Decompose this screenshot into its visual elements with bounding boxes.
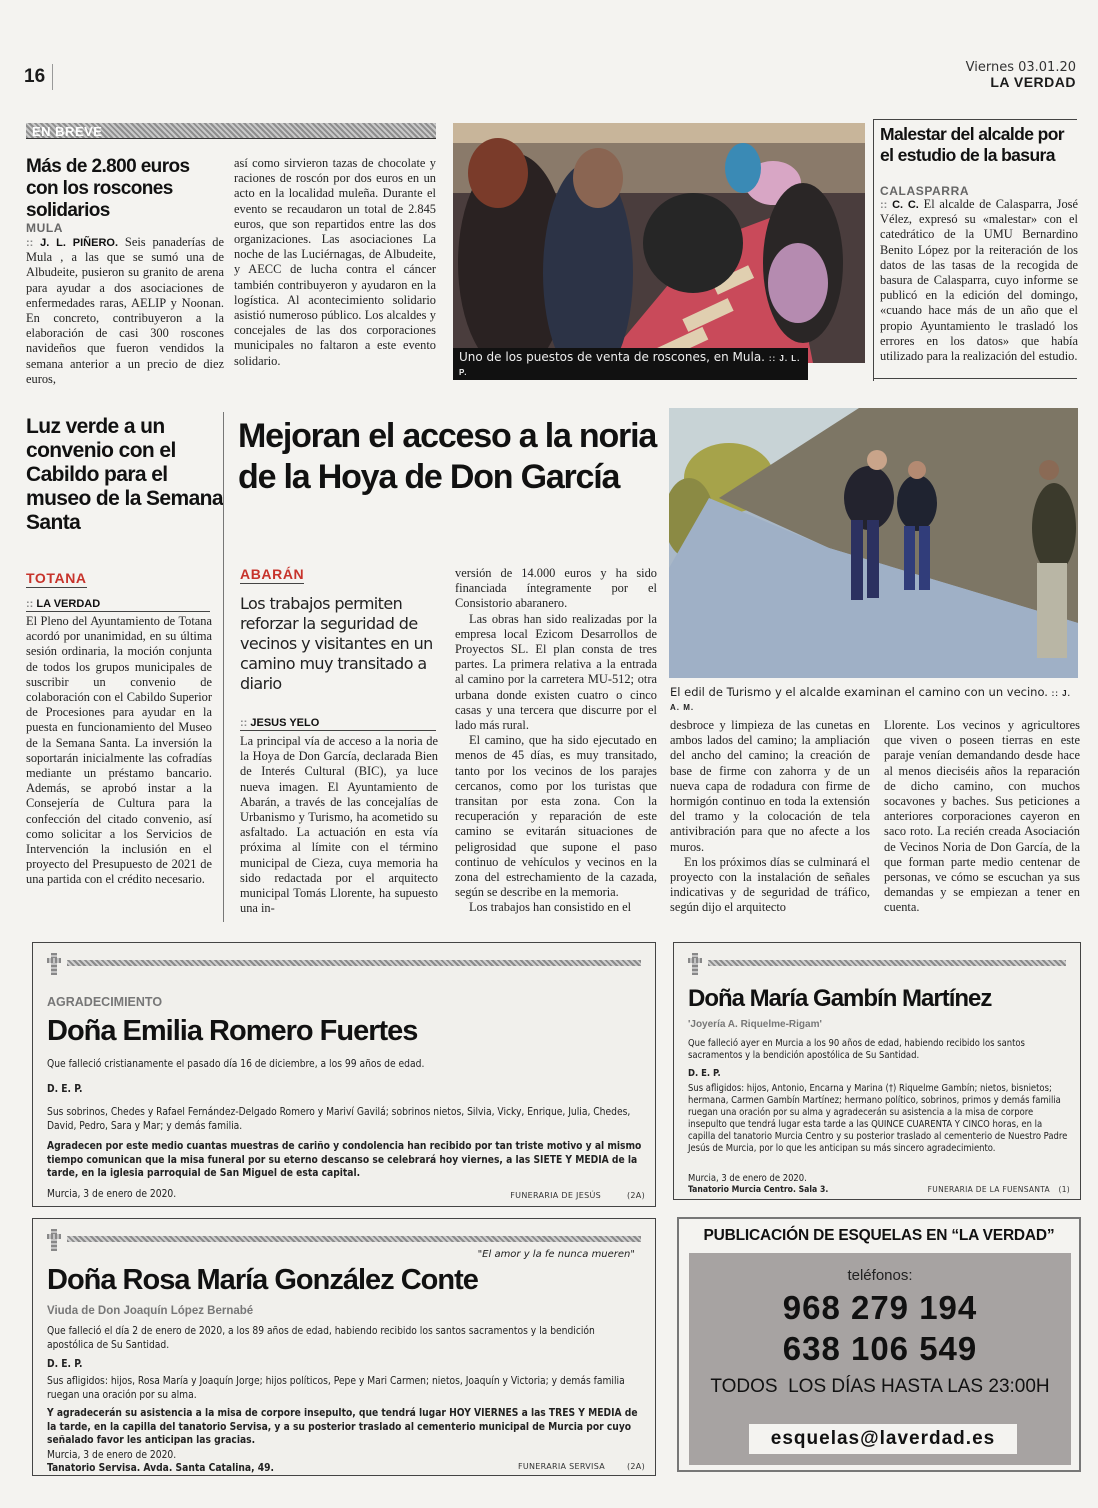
noria-photo <box>669 408 1078 678</box>
ad-hours: TODOS LOS DÍAS HASTA LAS 23:00H <box>710 1376 1050 1397</box>
obituary-subtitle: Viuda de Don Joaquín López Bernabé <box>47 1305 254 1317</box>
column-rule <box>223 412 224 922</box>
basura-author: :: C. C. <box>880 199 919 211</box>
obituary-family: Sus sobrinos, Chedes y Rafael Fernández-Delgado Romero y Mariví Gavilá; sobrinos nietos, Silvia, Vicky, Enrique, Julia, Chedes, David, Pedro, Sara y Mar; y demás familia. <box>47 1107 631 1132</box>
noria-photo-image <box>669 408 1078 678</box>
ad-phones-label: teléfonos: <box>847 1267 913 1284</box>
obituary-quote: "El amor y la fe nunca mueren" <box>477 1249 635 1260</box>
basura-bottom-rule <box>874 378 1077 379</box>
obituary-code: (2A) <box>626 1462 645 1471</box>
cross-icon <box>47 953 61 975</box>
basura-body: :: C. C. El alcalde de Calasparra, José Vélez, expresó su «malestar» con el catedrático de la UMU Bernardino Benito López por la reiteración de los datos de las tasas de la recogida de basura de Calasparra, cuyo informe se publicó en la edición del domingo, «cuando hace más de un año que el propio Ayuntamiento le trasladó los errores en los datos» que había utilizado para la realización del estudio. <box>880 197 1078 364</box>
obituary-emilia-romero <box>32 942 656 1207</box>
obituary-funeraria: FUNERARIA DE LA FUENSANTA <box>927 1185 1050 1194</box>
noria-photo-caption: El edil de Turismo y el alcalde examinan el camino con un vecino. :: J. A. M. <box>670 685 1071 712</box>
obituary-notice: Y agradecerán su asistencia a la misa de corpore insepulto, que tendrá lugar HOY VIERNES a las TRES Y MEDIA de la tarde, en la capilla del tanatorio Servisa, y a su posterior traslado al cementerio municipal de Murcia por cuyo señalado favor les anticipan las gracias. <box>47 1408 638 1446</box>
obituary-subtitle: 'Joyería A. Riquelme-Rigam' <box>688 1019 822 1030</box>
cross-icon <box>47 1229 61 1251</box>
roscones-photo-image <box>453 123 865 363</box>
obituary-notice: Agradecen por este medio cuantas muestras de cariño y condolencia han recibido por tan triste motivo y al mismo tiempo comunican que la misa funeral por su eterno descanso se celebrará hoy viernes, a las SIETE Y MEDIA de la tarde, en la iglesia parroquial de San Miguel de esta capital. <box>47 1141 642 1179</box>
column-rule <box>873 119 874 381</box>
obituary-rosa-maria-gonzalez <box>32 1218 656 1476</box>
totana-headline: Luz verde a un convenio con el Cabildo para el museo de la Semana Santa <box>26 415 223 534</box>
roscones-author: :: J. L. PIÑERO. <box>26 237 119 249</box>
cross-icon <box>688 953 702 975</box>
obituary-name: Doña Emilia Romero Fuertes <box>47 1015 418 1047</box>
obituary-place-date: Murcia, 3 de enero de 2020. <box>47 1450 177 1461</box>
obituary-maria-gambin <box>673 942 1081 1200</box>
header-divider <box>52 64 53 90</box>
roscones-photo-credit: :: J. L. P. <box>459 354 801 377</box>
noria-col3 <box>670 718 870 916</box>
totana-author: :: LA VERDAD <box>26 598 210 612</box>
obituary-place-date: Murcia, 3 de enero de 2020. <box>47 1189 177 1200</box>
basura-headline: Malestar del alcalde por el estudio de la basura <box>880 124 1065 165</box>
noria-place: ABARÁN <box>240 566 305 582</box>
noria-col2 <box>455 566 657 916</box>
noria-col2-paragraph: Las obras han sido realizadas por la empresa local Ezicom Desarrollos de Proyectos SL. El plan consta de tres partes. La primera relativa a la entrada al camino por la carretera MU-512; otra urbana donde existen cuatro o cinco casas y una tercera que discurre por el lado más rural. <box>455 611 657 733</box>
obituary-intro: Que falleció ayer en Murcia a los 90 años de edad, habiendo recibido los santos sacramentos y la bendición apostólica de Su Santidad. <box>688 1038 1025 1061</box>
roscones-photo-caption: Uno de los puestos de venta de roscones, en Mula. :: J. L. P. <box>453 348 808 380</box>
decorative-band <box>67 960 641 966</box>
obituary-name: Doña Rosa María González Conte <box>47 1264 478 1296</box>
esquelas-ad <box>677 1217 1081 1472</box>
noria-col2-paragraph: El camino, que ha sido ejecutado en menos de 45 días, es muy transitado, tanto por los vecinos de los parajes cercanos, como por los turistas que transitan por esta zona. Con la recuperación y reparación de este camino se evitarán situaciones de peligrosidad que supone el paso continuo de vehículos y vecinos en la zona del estrechamiento de la cazada, según se describe en la memoria. <box>455 733 657 900</box>
roscones-col1: :: J. L. PIÑERO. Seis panaderías de Mula , a las que se sumó una de Albudeite, pusieron su granito de arena para ayudar a dos asociaciones de enfermedades raras, AELIP y Noonan. En concreto, contribuyeron a la elaboración de casi 300 roscones navideños que fueron vendidos la semana anterior a un precio de diez euros, <box>26 235 224 386</box>
obituary-cross-banner <box>47 953 641 975</box>
decorative-band <box>708 960 1066 966</box>
totana-place: TOTANA <box>26 570 87 586</box>
newspaper-name: LA VERDAD <box>990 74 1076 90</box>
obituary-family: Sus afligidos: hijos, Antonio, Encarna y Marina (†) Riquelme Gambín; nietos, bisnietos; hermana, Carmen Gambín Martínez; hermano político, sobrinos, primos y demás familia ruegan una oración por su alma y agradecerán su asistencia a la misa de corpore insepulto que tendrá lugar esta tarde a las QUINCE CUARENTA Y CINCO horas, en la capilla del tanatorio Murcia Centro y su posterior traslado al cementerio de Nuestro Padre Jesús de Murcia, por lo que les anticipan su más sincero agradecimiento. <box>688 1083 1068 1154</box>
noria-col1: La principal vía de acceso a la noria de la Hoya de Don García, declarada Bien de Interés Cultural (BIC), ya luce nueva imagen. El Ayuntamiento de Abarán, a través de las concejalías de Urbanismo y Turismo, ha acometido su asfaltado. La actuación en esta vía próxima al límite con el término municipal de Cieza, cuya memoria ha sido redactada por el arquitecto municipal Tomás Llorente, ha supuesto una in- <box>240 734 438 916</box>
noria-col4: Llorente. Los vecinos y agricultores que viven o poseen tierras en este paraje venían demandando desde hace al menos dieciséis años la reparación de dicho camino, con muchos socavones y baches. Sus peticiones a anteriores corporaciones cayeron en saco roto. La recién creada Asociación de Vecinos Noria de Don García, de la que forman parte medio centenar de personas, ve cómo se escuchan ya sus demandas y se empiezan a tener en cuenta. <box>884 718 1080 915</box>
noria-col3-paragraph: En los próximos días se culminará el proyecto con la instalación de señales indicativas y de seguridad de tráfico, según dijo el arquitecto <box>670 854 870 915</box>
roscones-place: MULA <box>26 221 64 235</box>
roscones-headline: Más de 2.800 euros con los roscones solidarios <box>26 156 190 221</box>
roscones-photo <box>453 123 865 363</box>
obituary-funeraria: FUNERARIA SERVISA <box>517 1462 605 1471</box>
obituary-place-date: Murcia, 3 de enero de 2020. <box>688 1173 807 1184</box>
obituary-dep: D. E. P. <box>47 1084 83 1095</box>
obituary-intro: Que falleció cristianamente el pasado día 16 de diciembre, a los 99 años de edad. <box>47 1059 425 1070</box>
obituary-dep: D. E. P. <box>688 1068 721 1079</box>
obituary-dep: D. E. P. <box>47 1359 83 1370</box>
obituary-kicker: AGRADECIMIENTO <box>47 995 163 1009</box>
noria-col2-paragraph: versión de 14.000 euros y ha sido financiada íntegramente por el Consistorio abaranero. <box>455 566 657 611</box>
obituary-location: Tanatorio Murcia Centro. Sala 3. <box>688 1185 829 1195</box>
ad-title: PUBLICACIÓN DE ESQUELAS EN “LA VERDAD” <box>703 1227 1055 1244</box>
obituary-code: (1) <box>1058 1185 1070 1194</box>
obituary-funeraria: FUNERARIA DE JESÚS <box>510 1191 601 1200</box>
obituary-location: Tanatorio Servisa. Avda. Santa Catalina, 49. <box>47 1463 274 1474</box>
ad-email[interactable]: esquelas@laverdad.es <box>749 1424 1017 1454</box>
noria-col3-paragraph: desbroce y limpieza de las cunetas en ambos lados del camino; la ampliación del ancho del camino; la creación de base de firme con zahorra y de un nueva capa de rodadura con firme de hormigón continuo en toda la extensión del tramo y la colocación de tela antivibración para que no afecte a los muros. <box>670 718 870 854</box>
noria-col2-paragraph: Los trabajos han consistido en el <box>469 900 632 915</box>
noria-subheadline: Los trabajos permiten reforzar la seguridad de vecinos y visitantes en un camino muy transitado a diario <box>240 594 433 693</box>
noria-photo-credit: :: J. A. M. <box>670 689 1071 712</box>
publication-date: Viernes 03.01.20 <box>965 60 1076 75</box>
obituary-code: (2A) <box>626 1191 645 1200</box>
decorative-band <box>67 1236 641 1242</box>
noria-author: :: JESUS YELO <box>240 717 436 731</box>
obituary-cross-banner <box>47 1229 641 1251</box>
roscones-col2: así como sirvieron tazas de chocolate y raciones de roscón por dos euros en un acto en la localidad muleña. Durante el evento se recaudaron un total de 2.845 euros, que son repartidos entre las dos organizaciones. Las asociaciones La noche de las Luciérnagas, de Albudeite, y AECC de lucha contra el cáncer también contribuyeron y ayudaron en la logística. Al acontecimiento solidario asistió numeroso público. Los alcaldes y concejales de las dos corporaciones municipales no faltaron a este evento solidario. <box>234 156 436 368</box>
totana-body: El Pleno del Ayuntamiento de Totana acordó por unanimidad, en su última sesión ordinaria, la moción conjunta de todos los grupos municipales de suscribir un convenio de colaboración con el Cabildo Superior de Procesiones para ayudar en la puesta en funcionamiento del Museo de la Semana Santa. La inversión la soportarán inicialmente las cofradías mediante un préstamo bancario. Además, se aprobó instar a la Consejería de Cultura para la confección del citado convenio, así como solicitar a los Servicios de Intervención la inclusión en el proyecto del Presupuesto de 2021 de una partida con el crédito necesario. <box>26 614 212 887</box>
obituary-family: Sus afligidos: hijos, Rosa María y Joaquín Jorge; hijos políticos, Pepe y Mari Carmen; nietos, Joaquín y Victoria; y demás familia ruegan una oración por su alma. <box>47 1376 625 1401</box>
noria-headline: Mejoran el acceso a la noria de la Hoya de Don García <box>238 417 657 496</box>
page-number: 16 <box>24 66 46 87</box>
basura-place: CALASPARRA <box>880 184 970 198</box>
en-breve-label: EN BREVE <box>32 124 103 139</box>
ad-contact-box <box>689 1253 1071 1465</box>
obituary-cross-banner <box>688 953 1066 975</box>
ad-phone-2[interactable]: 638 106 549 <box>782 1330 978 1367</box>
basura-top-rule <box>874 119 1077 120</box>
obituary-intro: Que falleció el día 2 de enero de 2020, a los 89 años de edad, habiendo recibido los santos sacramentos y la bendición apostólica de Su Santidad. <box>47 1326 595 1351</box>
obituary-name: Doña María Gambín Martínez <box>688 985 992 1012</box>
ad-phone-1[interactable]: 968 279 194 <box>782 1289 978 1326</box>
